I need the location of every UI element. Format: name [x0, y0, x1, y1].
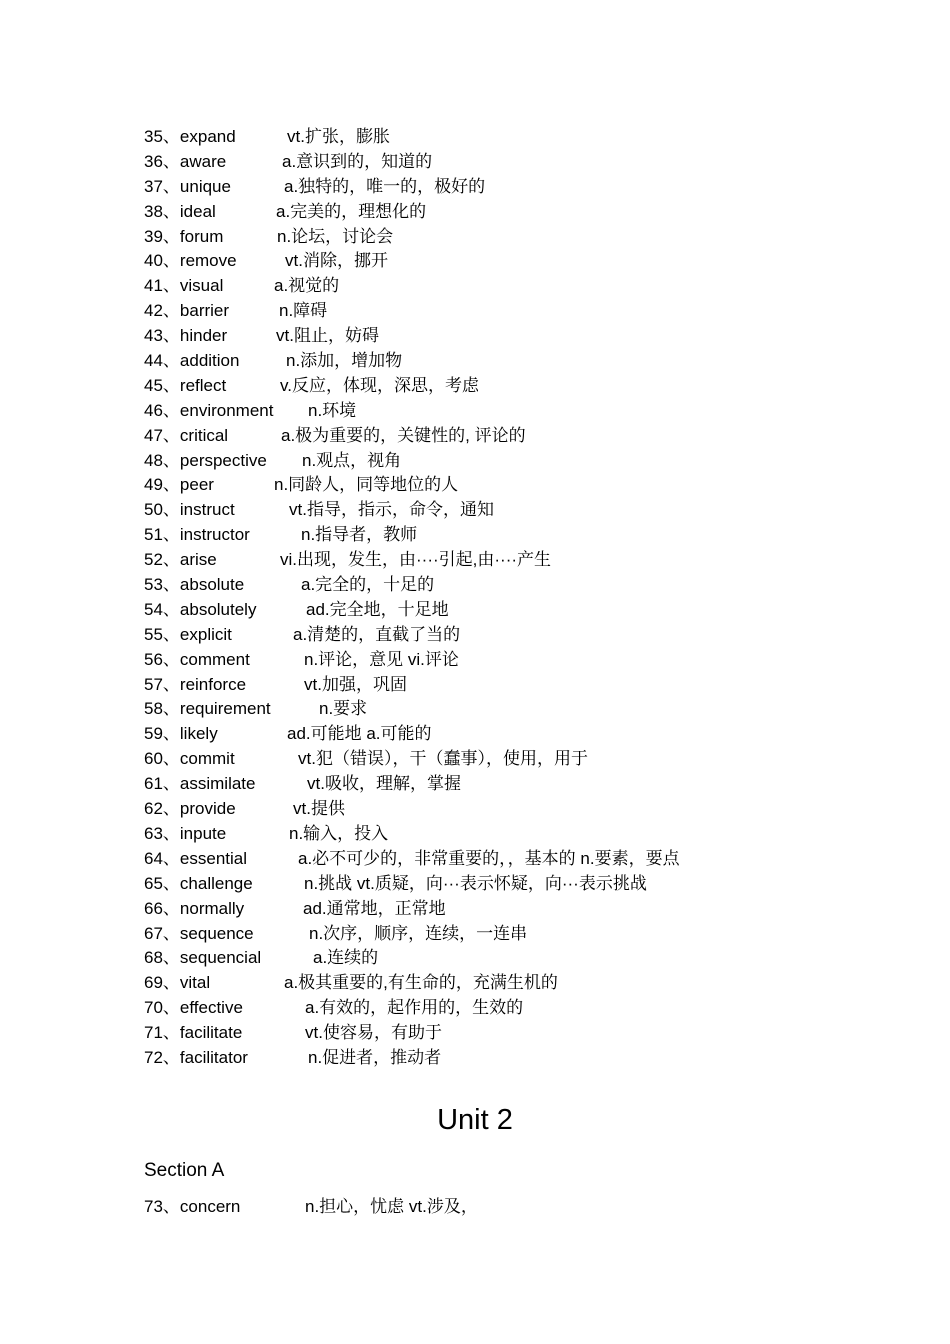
list-item [144, 722, 904, 747]
list-item [144, 125, 904, 150]
vocab-definition: a.完美的，理想化的 [276, 201, 427, 221]
vocab-word: 72、facilitator [144, 1047, 248, 1067]
vocab-definition: n.评论，意见 vi.评论 [304, 649, 459, 669]
vocabulary-list [144, 125, 904, 1071]
list-item [144, 249, 904, 274]
vocab-word: 57、reinforce [144, 674, 247, 694]
list-item [144, 424, 904, 449]
vocab-definition: n.同龄人，同等地位的人 [274, 475, 459, 495]
vocab-definition: a.连续的 [313, 948, 379, 968]
vocab-word: 62、provide [144, 799, 236, 819]
list-item [144, 374, 904, 399]
vocab-word: 36、aware [144, 151, 227, 171]
vocab-word: 68、sequencial [144, 948, 262, 968]
vocab-definition: a.意识到的，知道的 [282, 151, 433, 171]
vocab-word: 39、forum [144, 226, 224, 246]
vocab-word: 51、instructor [144, 525, 250, 545]
vocab-definition: vt.消除，挪开 [285, 251, 388, 271]
vocab-word: 38、ideal [144, 201, 216, 221]
vocab-definition: a.必不可少的，非常重要的，，基本的 n.要素，要点 [298, 848, 680, 868]
vocab-word: 64、essential [144, 848, 248, 868]
vocab-definition: a.完全的，十足的 [301, 575, 435, 595]
list-item [144, 200, 904, 225]
list-item [144, 946, 904, 971]
list-item [144, 648, 904, 673]
list-item [144, 573, 904, 598]
list-item [144, 324, 904, 349]
vocab-definition: n.输入，投入 [289, 823, 389, 843]
vocab-definition: n.观点，视角 [302, 450, 402, 470]
list-item [144, 996, 904, 1021]
list-item [144, 274, 904, 299]
vocab-word: 48、perspective [144, 450, 267, 470]
list-item [144, 449, 904, 474]
vocab-word: 40、remove [144, 251, 237, 271]
list-item [144, 1046, 904, 1071]
vocab-word: 41、visual [144, 276, 224, 296]
vocab-word: 44、addition [144, 351, 240, 371]
vocab-word: 50、instruct [144, 500, 235, 520]
vocab-definition: a.独特的，唯一的，极好的 [284, 176, 486, 196]
vocab-definition: a.有效的，起作用的，生效的 [305, 998, 524, 1018]
vocab-definition: vt.扩张，膨胀 [287, 127, 390, 146]
vocab-definition: ad.通常地，正常地 [303, 898, 446, 918]
vocab-word: 59、likely [144, 724, 218, 744]
vocab-word: 61、assimilate [144, 774, 256, 794]
list-item [144, 772, 904, 797]
list-item [144, 822, 904, 847]
vocab-word: 70、effective [144, 998, 243, 1018]
vocab-definition: n.障碍 [279, 301, 328, 321]
list-item [144, 473, 904, 498]
vocab-definition: n.添加，增加物 [286, 351, 403, 371]
vocab-word: 35、expand [144, 127, 236, 146]
list-item [144, 1021, 904, 1046]
vocab-word: 58、requirement [144, 699, 271, 719]
list-item [144, 399, 904, 424]
vocab-definition: n.促进者，推动者 [308, 1047, 442, 1067]
list-item [144, 498, 904, 523]
vocab-definition: vt.指导，指示，命令，通知 [289, 500, 494, 520]
list-item [144, 1195, 904, 1220]
vocab-word: 66、normally [144, 898, 245, 918]
vocab-word: 52、arise [144, 550, 217, 570]
vocab-word: 46、environment [144, 400, 274, 420]
vocab-word: 45、reflect [144, 375, 227, 395]
vocab-definition: n.要求 [319, 699, 368, 719]
vocab-definition: ad.完全地，十足地 [306, 599, 449, 619]
vocab-definition: vi.出现，发生，由····引起,由····产生 [280, 550, 552, 570]
list-item [144, 598, 904, 623]
vocab-definition: n.次序，顺序，连续，一连串 [309, 923, 528, 943]
vocab-definition: n.环境 [308, 400, 357, 420]
vocab-word: 69、vital [144, 973, 211, 993]
list-item [144, 349, 904, 374]
section-title: Section A [144, 1160, 225, 1181]
vocab-definition: vt.犯（错误），干（蠢事），使用，用于 [298, 749, 588, 769]
vocab-definition: vt.加强，巩固 [304, 674, 407, 694]
vocab-word: 63、inpute [144, 823, 227, 843]
vocab-word: 60、commit [144, 749, 235, 769]
vocab-word: 37、unique [144, 176, 231, 196]
list-item [144, 150, 904, 175]
vocab-definition: n.担心，忧虑 vt.涉及， [305, 1197, 478, 1216]
vocab-definition: n.论坛，讨论会 [277, 226, 394, 246]
vocab-definition: vt.阻止，妨碍 [276, 326, 379, 346]
list-item [144, 697, 904, 722]
list-item [144, 922, 904, 947]
vocab-definition: vt.使容易，有助于 [305, 1023, 442, 1043]
vocab-definition: n.指导者，教师 [301, 525, 418, 545]
list-item [144, 971, 904, 996]
vocab-definition: vt.提供 [293, 799, 345, 819]
list-item [144, 797, 904, 822]
list-item [144, 897, 904, 922]
vocab-word: 47、critical [144, 425, 229, 445]
vocab-word: 56、comment [144, 649, 250, 669]
vocab-word: 42、barrier [144, 301, 230, 321]
list-item [144, 548, 904, 573]
vocab-word: 65、challenge [144, 873, 253, 893]
vocab-word: 55、explicit [144, 624, 232, 644]
vocab-definition: a.视觉的 [274, 276, 340, 296]
vocab-definition: a.清楚的，直截了当的 [293, 624, 461, 644]
vocab-definition: v.反应，体现，深思，考虑 [280, 375, 479, 395]
list-item [144, 623, 904, 648]
list-item [144, 175, 904, 200]
list-item [144, 847, 904, 872]
list-item [144, 673, 904, 698]
list-item [144, 747, 904, 772]
vocab-word: 49、peer [144, 475, 214, 495]
list-item [144, 225, 904, 250]
list-item [144, 872, 904, 897]
vocab-word: 71、facilitate [144, 1023, 243, 1043]
vocab-word: 53、absolute [144, 575, 245, 595]
vocab-definition: ad.可能地 a.可能的 [287, 724, 432, 744]
list-item [144, 299, 904, 324]
unit-title: Unit 2 [437, 1104, 513, 1136]
vocab-definition: a.极为重要的，关键性的, 评论的 [281, 425, 526, 445]
vocab-word: 54、absolutely [144, 599, 257, 619]
vocab-word: 67、sequence [144, 923, 254, 943]
vocab-word: 73、concern [144, 1197, 241, 1216]
vocab-definition: a.极其重要的,有生命的，充满生机的 [284, 973, 558, 993]
vocab-definition: vt.吸收，理解，掌握 [307, 774, 461, 794]
list-item [144, 523, 904, 548]
vocab-definition: n.挑战 vt.质疑，向···表示怀疑，向···表示挑战 [304, 873, 647, 893]
vocab-word: 43、hinder [144, 326, 228, 346]
